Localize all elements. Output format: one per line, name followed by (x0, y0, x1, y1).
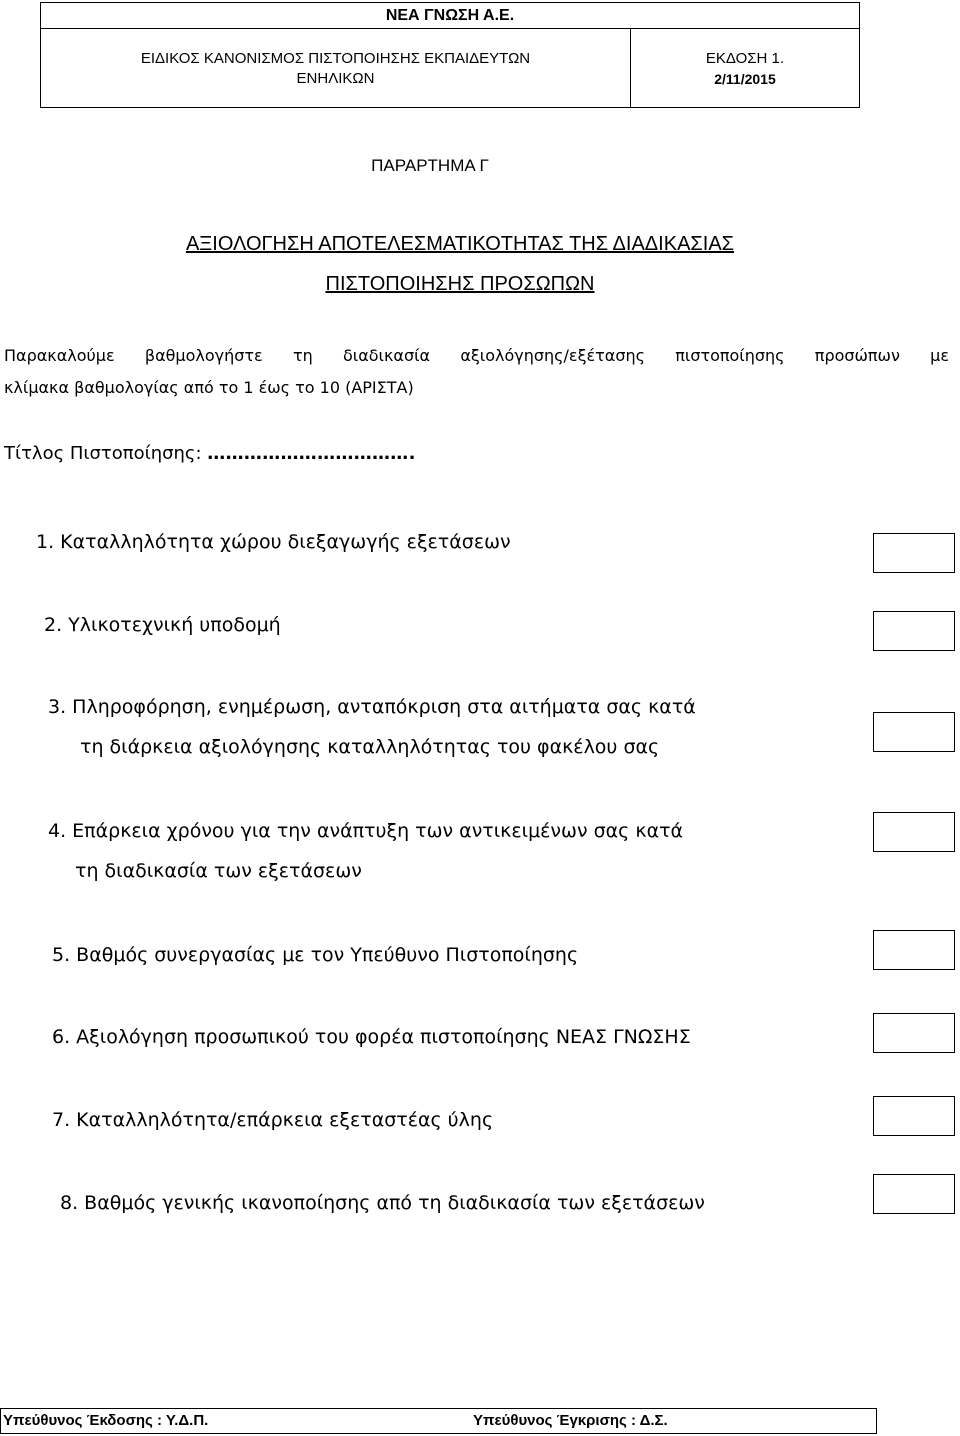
score-box-4[interactable] (873, 812, 955, 852)
rating-item-text: 2. Υλικοτεχνική υποδομή (44, 614, 281, 636)
appendix-label: ΠΑΡΑΡΤΗΜΑ Γ (371, 156, 489, 175)
score-box-6[interactable] (873, 1013, 955, 1053)
score-box-8[interactable] (873, 1174, 955, 1214)
score-box-1[interactable] (873, 533, 955, 573)
rating-item-text: 3. Πληροφόρηση, ενημέρωση, ανταπόκριση στα αιτήματα σας κατά (48, 696, 696, 718)
rating-item-1 (36, 522, 511, 562)
certification-title-blank[interactable]: ……………………………. (207, 443, 416, 464)
rating-item-5 (52, 935, 578, 975)
issue-info (631, 29, 859, 107)
instructions (4, 340, 949, 404)
document-footer (0, 1408, 877, 1434)
regulation-title (41, 29, 631, 107)
organization-name: ΝΕΑ ΓΝΩΣΗ Α.Ε. (41, 3, 859, 29)
instructions-line2: κλίμακα βαθμολογίας από το 1 έως το 10 (ΑΡΙΣΤΑ) (4, 378, 414, 397)
rating-item-4 (48, 811, 683, 891)
rating-item-text-continued: τη διάρκεια αξιολόγησης καταλληλότητας του φακέλου σας (80, 736, 660, 758)
regulation-title-line2: ΕΝΗΛΙΚΩΝ (296, 70, 375, 87)
document-header (40, 2, 860, 108)
certification-title-label: Τίτλος Πιστοποίησης: (4, 443, 202, 464)
rating-item-text: 7. Καταλληλότητα/επάρκεια εξεταστέας ύλης (52, 1109, 494, 1131)
rating-item-2 (44, 605, 281, 645)
rating-item-6 (52, 1017, 691, 1057)
score-box-5[interactable] (873, 930, 955, 970)
issue-date: 2/11/2015 (714, 71, 776, 87)
rating-item-text: 6. Αξιολόγηση προσωπικού του φορέα πιστοποίησης ΝΕΑΣ ΓΝΩΣΗΣ (52, 1026, 691, 1048)
issuer-label: Υπεύθυνος Έκδοσης : Υ.Δ.Π. (3, 1412, 209, 1429)
approver-label: Υπεύθυνος Έγκρισης : Δ.Σ. (473, 1412, 668, 1429)
score-box-3[interactable] (873, 712, 955, 752)
page-title-line2: ΠΙΣΤΟΠΟΙΗΣΗΣ ΠΡΟΣΩΠΩΝ (325, 273, 595, 295)
rating-item-text-continued: τη διαδικασία των εξετάσεων (75, 860, 362, 882)
rating-item-8 (60, 1183, 705, 1223)
rating-item-text: 8. Βαθμός γενικής ικανοποίησης από τη διαδικασία των εξετάσεων (60, 1192, 705, 1214)
rating-item-text: 5. Βαθμός συνεργασίας με τον Υπεύθυνο Πιστοποίησης (52, 944, 579, 966)
rating-item-text: 4. Επάρκεια χρόνου για την ανάπτυξη των αντικειμένων σας κατά (48, 820, 684, 842)
rating-item-7 (52, 1100, 493, 1140)
page-title-line1: ΑΞΙΟΛΟΓΗΣΗ ΑΠΟΤΕΛΕΣΜΑΤΙΚΟΤΗΤΑΣ ΤΗΣ ΔΙΑΔΙΚΑΣΙΑΣ (185, 233, 735, 255)
page-title (60, 224, 860, 304)
score-box-2[interactable] (873, 611, 955, 651)
regulation-title-line1: ΕΙΔΙΚΟΣ ΚΑΝΟΝΙΣΜΟΣ ΠΙΣΤΟΠΟΙΗΣΗΣ ΕΚΠΑΙΔΕΥΤΩΝ (140, 50, 531, 67)
certification-title-field[interactable] (4, 443, 416, 464)
score-box-7[interactable] (873, 1096, 955, 1136)
rating-item-text: 1. Καταλληλότητα χώρου διεξαγωγής εξετάσεων (36, 531, 511, 553)
instructions-line1: Παρακαλούμε βαθμολογήστε τη διαδικασία αξιολόγησης/εξέτασης πιστοποίησης προσώπων με (4, 346, 949, 365)
issue-number: ΕΚΔΟΣΗ 1. (705, 50, 785, 67)
rating-item-3 (48, 687, 696, 767)
